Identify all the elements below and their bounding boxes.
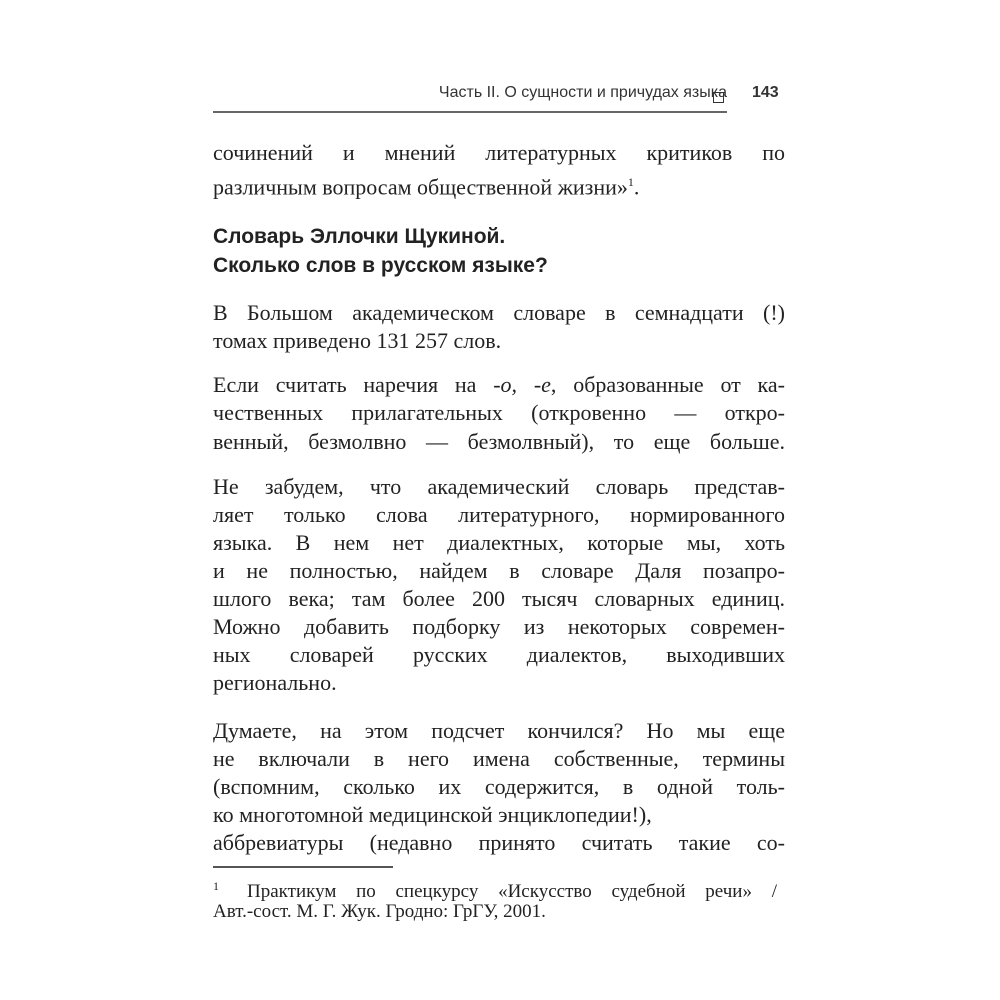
text-line: венный, безмолвно — безмолвный), то еще больше.: [213, 429, 785, 454]
footnote-marker: 1: [213, 879, 219, 893]
text-line: томах приведено 131 257 слов.: [213, 328, 502, 353]
text-line: [213, 169, 785, 200]
text-line: В Большом академическом словаре в семнадцати (!): [213, 300, 785, 325]
header-rule: [213, 111, 727, 113]
footnote-ref: 1: [627, 175, 634, 189]
text-line: ко многотомной медицинской энциклопедии!),: [213, 802, 652, 827]
text-line: Можно добавить подборку из некоторых современ-: [213, 614, 785, 639]
text-line: Не забудем, что академический словарь представ-: [213, 474, 785, 499]
italic-span: -о, -е: [493, 372, 551, 397]
text-line: ных словарей русских диалектов, выходивших: [213, 642, 785, 667]
text-line: Думаете, на этом подсчет кончился? Но мы еще: [213, 718, 785, 743]
text-line: чественных прилагательных (откровенно — откро-: [213, 400, 785, 425]
text-span: различным вопросам общественной жизни»: [213, 174, 628, 200]
text-line: сочинений и мнений литературных критиков по: [213, 140, 785, 165]
text-line: регионально.: [213, 670, 337, 695]
text-line: ляет только слова литературного, нормированного: [213, 502, 785, 527]
text-span: Если считать наречия на: [213, 372, 494, 397]
running-header-title: Часть II. О сущности и причудах языка: [438, 84, 727, 101]
footnote-text: Практикум по спецкурсу «Искусство судебной речи» /: [247, 881, 777, 903]
footnote-line: Авт.-сост. М. Г. Жук. Гродно: ГрГУ, 2001.: [213, 901, 546, 922]
text-line: аббревиатуры (недавно принято считать такие со-: [213, 830, 785, 855]
footnote-rule: [213, 866, 393, 868]
text-line: не включали в него имена собственные, термины: [213, 746, 785, 771]
text-span: , образованные от ка-: [550, 372, 786, 397]
text-line: и не полностью, найдем в словаре Даля позапро-: [213, 558, 785, 583]
section-heading-line: Сколько слов в русском языке?: [213, 254, 548, 277]
section-heading-line: Словарь Эллочки Щукиной.: [213, 225, 506, 248]
text-line: шлого века; там более 200 тысяч словарных единиц.: [213, 586, 785, 611]
text-span: .: [633, 174, 640, 200]
text-line: [213, 372, 785, 398]
text-line: (вспомним, сколько их содержится, в одной толь-: [213, 774, 785, 799]
square-bullet-icon: [713, 92, 724, 103]
text-line: языка. В нем нет диалектных, которые мы, хоть: [213, 530, 785, 555]
page-number: 143: [752, 84, 779, 101]
